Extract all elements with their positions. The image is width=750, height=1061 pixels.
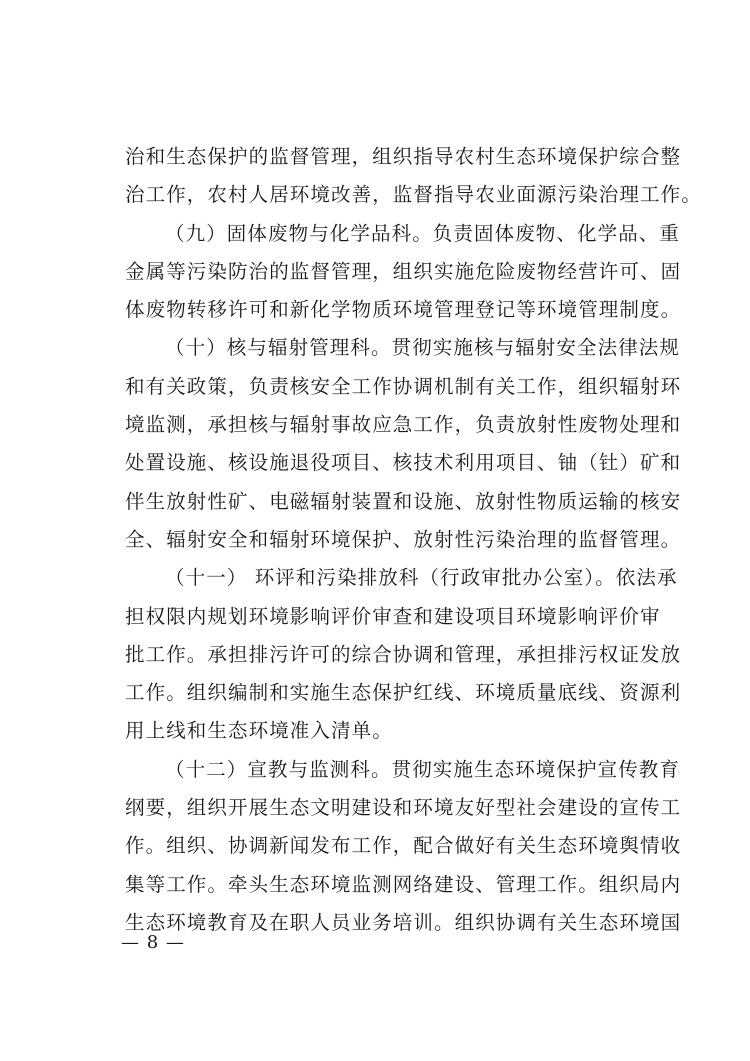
text-line: 生态环境教育及在职人员业务培训。组织协调有关生态环境国 [125,910,682,934]
text-line: 纲要，组织开展生态文明建设和环境友好型社会建设的宣传工 [125,796,682,820]
paragraph-heading-line: （九）固体废物与化学品科。负责固体废物、化学品、重 [165,221,681,245]
text-line: 批工作。承担排污许可的综合协调和管理，承担排污权证发放 [125,642,682,666]
text-line: 境监测，承担核与辐射事故应急工作，负责放射性废物处理和 [125,413,682,437]
text-line: 工作。组织编制和实施生态保护红线、环境质量底线、资源利 [125,681,682,705]
body-text [125,138,702,942]
paragraph-heading-line: （十一） 环评和污染排放科（行政审批办公室）。依法承 [165,566,678,590]
text-line: 治工作，农村人居环境改善，监督指导农业面源污染治理工作。 [125,183,702,207]
text-line: 用上线和生态环境准入清单。 [125,719,393,743]
text-line: 集等工作。牵头生态环境监测网络建设、管理工作。组织局内 [125,872,682,896]
text-line: 作。组织、协调新闻发布工作，配合做好有关生态环境舆情收 [125,834,682,858]
text-line: 和有关政策，负责核安全工作协调机制有关工作，组织辐射环 [125,374,682,398]
text-line: 处置设施、核设施退役项目、核技术利用项目、铀（钍）矿和 [125,451,682,475]
page-number: — 8 — [121,932,185,953]
text-line: 金属等污染防治的监督管理，组织实施危险废物经营许可、固 [125,259,682,283]
paragraph-heading-line: （十）核与辐射管理科。贯彻实施核与辐射安全法律法规 [165,336,681,360]
text-line: 体废物转移许可和新化学物质环境管理登记等环境管理制度。 [125,298,682,322]
paragraph-heading-line: （十二）宣教与监测科。贯彻实施生态环境保护宣传教育 [165,757,681,781]
text-line: 治和生态保护的监督管理，组织指导农村生态环境保护综合整 [125,145,682,168]
text-line: 全、辐射安全和辐射环境保护、放射性污染治理的监督管理。 [125,527,682,551]
text-line: 伴生放射性矿、电磁辐射装置和设施、放射性物质运输的核安 [125,489,682,513]
text-line: 担权限内规划环境影响评价审查和建设项目环境影响评价审 [125,604,661,628]
